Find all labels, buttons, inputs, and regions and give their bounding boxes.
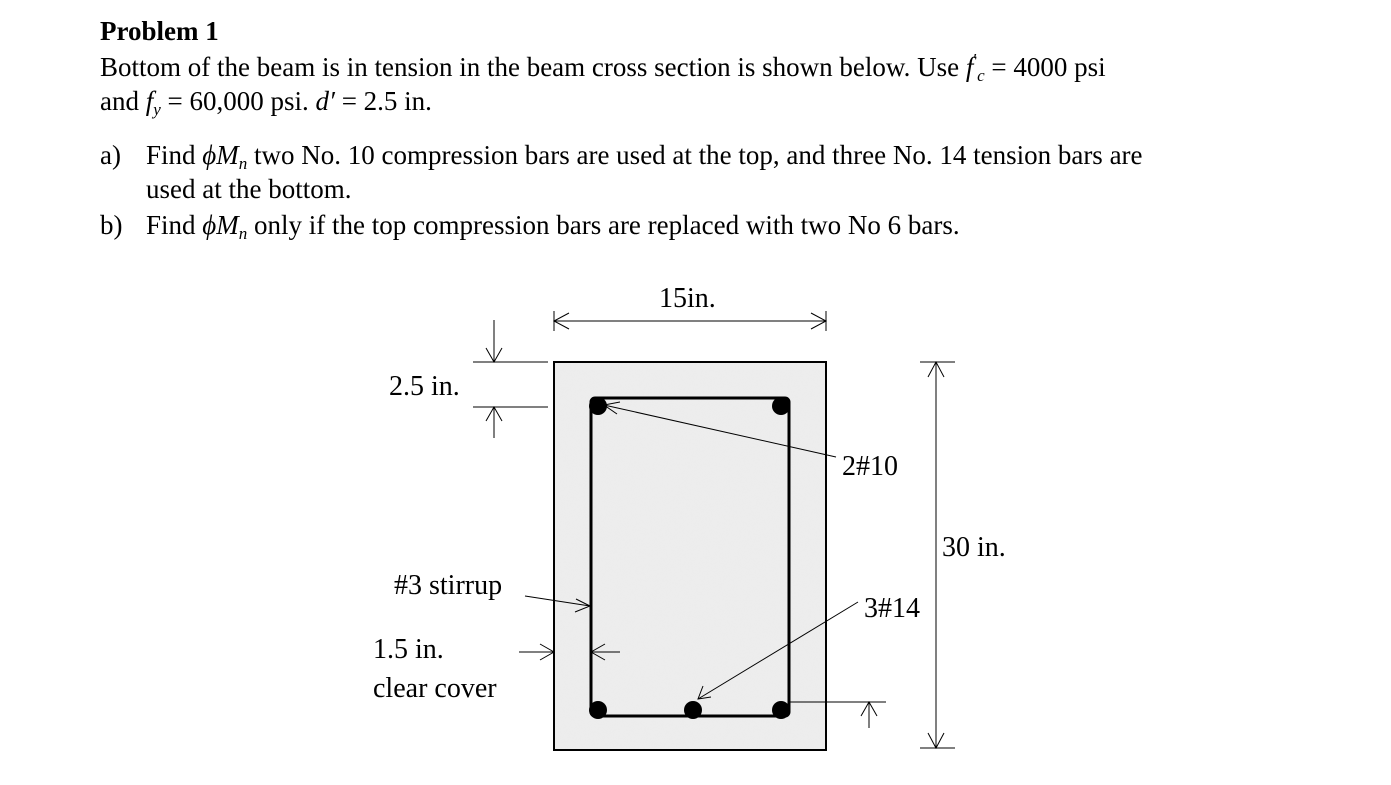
fy-subscript: y <box>153 100 161 119</box>
problem-title: Problem 1 <box>100 16 219 46</box>
moment-subscript: n <box>238 154 248 173</box>
intro-text: and <box>100 86 146 116</box>
top-bar <box>589 397 607 415</box>
item-a-label: a) <box>100 140 121 170</box>
height-label: 30 in. <box>942 532 1006 563</box>
top-bar <box>772 397 790 415</box>
clear-cover-label-2: clear cover <box>373 673 497 704</box>
d-prime-symbol: d′ <box>315 86 335 116</box>
item-a-prefix: Find <box>146 140 203 170</box>
width-label: 15in. <box>659 283 716 314</box>
phi-symbol: ϕ <box>202 210 217 240</box>
fc-prime: ′ <box>973 50 978 69</box>
fc-subscript: c <box>977 66 985 85</box>
concrete-texture <box>555 363 825 749</box>
item-a-text-line2: used at the bottom. <box>146 174 352 204</box>
clear-cover-label-1: 1.5 in. <box>373 634 444 665</box>
width-dimension <box>554 311 826 331</box>
bottom-bar <box>684 701 702 719</box>
moment-subscript: n <box>238 224 248 243</box>
stirrup-label: #3 stirrup <box>394 570 503 601</box>
moment-symbol: M <box>216 140 239 170</box>
item-b-label: b) <box>100 210 123 240</box>
fy-symbol: f <box>145 86 154 116</box>
fc-value: = 4000 psi <box>984 52 1106 82</box>
top-cover-dimension <box>473 320 548 438</box>
top-bars-label: 2#10 <box>842 451 898 482</box>
phi-symbol: ϕ <box>202 140 217 170</box>
bottom-bars-label: 3#14 <box>864 593 920 624</box>
bottom-bar <box>772 701 790 719</box>
top-cover-label: 2.5 in. <box>389 371 460 402</box>
item-b-prefix: Find <box>146 210 203 240</box>
bottom-bar <box>589 701 607 719</box>
item-b-rest: only if the top compression bars are replaced with two No 6 bars. <box>247 210 960 240</box>
fc-symbol: f <box>965 52 974 82</box>
fy-value: = 60,000 psi. <box>160 86 316 116</box>
d-prime-value: = 2.5 in. <box>334 86 432 116</box>
moment-symbol: M <box>216 210 239 240</box>
intro-text: Bottom of the beam is in tension in the beam cross section is shown below. Use <box>100 52 966 82</box>
item-a-rest: two No. 10 compression bars are used at the top, and three No. 14 tension bars are <box>247 140 1143 170</box>
